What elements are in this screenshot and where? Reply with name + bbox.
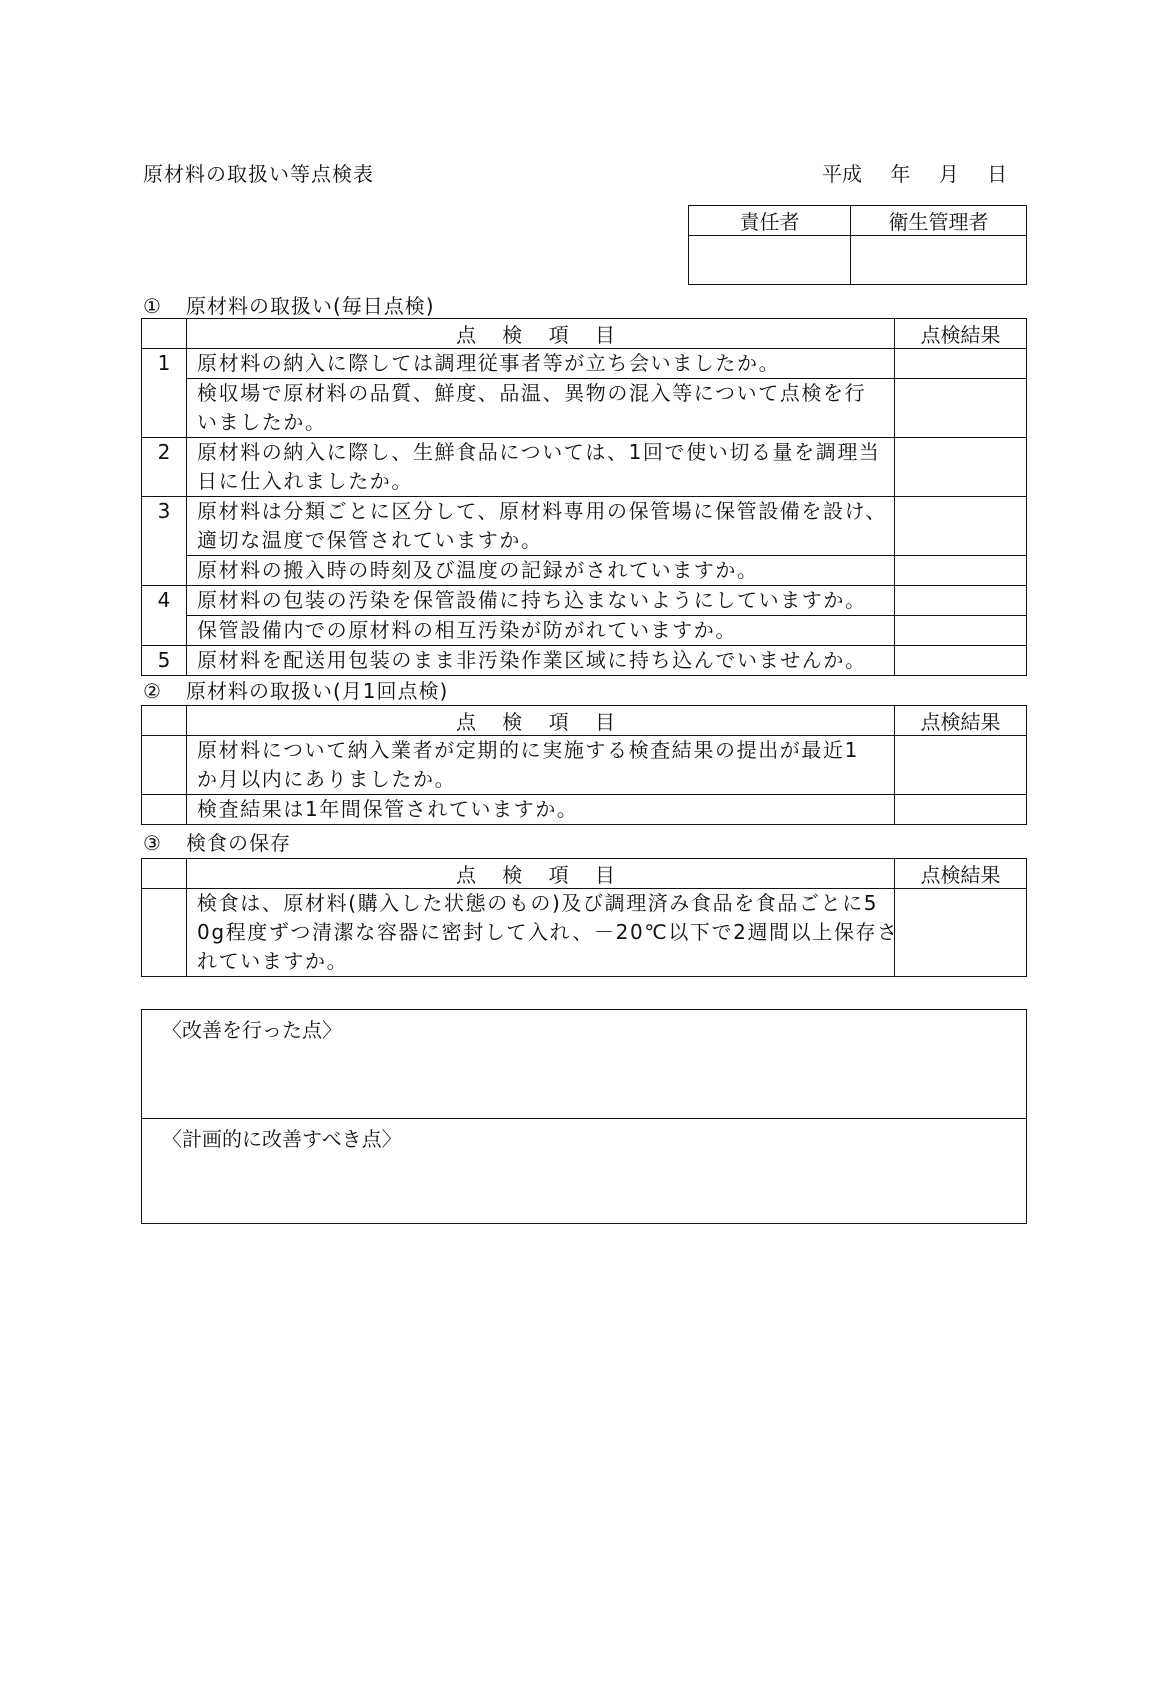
check-row xyxy=(142,736,1027,795)
check-item-line: 保管設備内での原材料の相互汚染が防がれていますか。 xyxy=(197,618,737,642)
result-cell[interactable] xyxy=(895,379,1027,438)
check-item-line: 0g程度ずつ清潔な容器に密封して入れ、－20℃以下で2週間以上保存さ xyxy=(197,920,899,944)
check-item xyxy=(187,736,895,795)
section2-heading xyxy=(143,675,448,704)
check-row xyxy=(142,556,1027,586)
check-item-line: 原材料は分類ごとに区分して、原材料専用の保管場に保管設備を設け、 xyxy=(197,499,887,523)
check-item-line: か月以内にありましたか。 xyxy=(197,767,457,791)
check-item-line: 日に仕入れましたか。 xyxy=(197,469,413,493)
section3-heading xyxy=(143,827,291,856)
check-item-header: 点 検 項 目 xyxy=(187,319,895,349)
item-number: 5 xyxy=(142,646,187,676)
check-row xyxy=(142,795,1027,825)
check-item-header: 点 検 項 目 xyxy=(187,859,895,889)
improvement-notes xyxy=(141,1009,1027,1224)
check-item xyxy=(187,349,895,379)
result-cell[interactable] xyxy=(895,438,1027,497)
section1-heading xyxy=(143,290,435,319)
result-cell[interactable] xyxy=(895,616,1027,646)
check-item-line: 適切な温度で保管されていますか。 xyxy=(197,528,543,552)
document-title: 原材料の取扱い等点検表 xyxy=(143,162,374,186)
check-item xyxy=(187,438,895,497)
number-header xyxy=(142,859,187,889)
number-header xyxy=(142,319,187,349)
check-item xyxy=(187,889,899,977)
check-row xyxy=(142,616,1027,646)
hygiene-manager-label: 衛生管理者 xyxy=(851,206,1027,236)
date-era: 平成 xyxy=(822,162,862,186)
check-item-line: 検収場で原材料の品質、鮮度、品温、異物の混入等について点検を行 xyxy=(197,381,867,405)
check-row xyxy=(142,586,1027,616)
number-header xyxy=(142,706,187,736)
item-number: 2 xyxy=(142,438,187,497)
item-number xyxy=(142,736,187,795)
sample-storage-table xyxy=(141,858,1027,977)
result-header: 点検結果 xyxy=(895,859,1027,889)
check-item xyxy=(187,646,895,676)
check-row xyxy=(142,497,1027,556)
section1-number: ① xyxy=(143,294,162,318)
result-cell[interactable] xyxy=(895,795,1027,825)
date-day: 日 xyxy=(987,162,1008,186)
result-cell[interactable] xyxy=(895,349,1027,379)
date-month: 月 xyxy=(938,162,959,186)
check-item xyxy=(187,616,895,646)
check-item-line: 原材料の包装の汚染を保管設備に持ち込まないようにしていますか。 xyxy=(197,588,867,612)
check-row xyxy=(142,889,1027,977)
result-header: 点検結果 xyxy=(895,319,1027,349)
check-item-line: 原材料の納入に際しては調理従事者等が立ち会いましたか。 xyxy=(197,351,781,375)
result-header: 点検結果 xyxy=(895,706,1027,736)
check-item-line: 原材料の納入に際し、生鮮食品については、1回で使い切る量を調理当 xyxy=(197,440,881,464)
result-cell[interactable] xyxy=(895,646,1027,676)
section1-title: 原材料の取扱い(毎日点検) xyxy=(186,294,435,318)
check-row xyxy=(142,646,1027,676)
check-item-line: 原材料を配送用包装のまま非汚染作業区域に持ち込んでいませんか。 xyxy=(197,648,867,672)
section2-title: 原材料の取扱い(月1回点検) xyxy=(186,679,449,703)
date-field xyxy=(822,158,1007,187)
check-item xyxy=(187,379,895,438)
check-row xyxy=(142,379,1027,438)
item-number xyxy=(142,795,187,825)
check-row xyxy=(142,349,1027,379)
check-row xyxy=(142,438,1027,497)
check-item-line: 検食は、原材料(購入した状態のもの)及び調理済み食品を食品ごとに5 xyxy=(197,891,879,915)
result-cell[interactable] xyxy=(895,736,1027,795)
check-item xyxy=(187,795,895,825)
check-item xyxy=(187,497,895,556)
item-number: 4 xyxy=(142,586,187,646)
section3-title: 検食の保存 xyxy=(186,831,291,855)
item-number xyxy=(142,889,187,977)
check-item-line: れていますか。 xyxy=(197,949,349,973)
monthly-check-table xyxy=(141,705,1027,825)
section3-number: ③ xyxy=(143,831,162,855)
check-item-line: 原材料の搬入時の時刻及び温度の記録がされていますか。 xyxy=(197,558,759,582)
check-item xyxy=(187,556,895,586)
check-item-header: 点 検 項 目 xyxy=(187,706,895,736)
date-year: 年 xyxy=(890,162,911,186)
result-cell[interactable] xyxy=(895,889,1027,977)
result-cell[interactable] xyxy=(895,497,1027,556)
hygiene-manager-stamp-cell[interactable] xyxy=(851,236,1027,285)
check-item-line: 検査結果は1年間保管されていますか。 xyxy=(197,797,579,821)
result-cell[interactable] xyxy=(895,556,1027,586)
planned-improvements-box[interactable] xyxy=(142,1119,1027,1224)
planned-improvements-label: 〈計画的に改善すべき点〉 xyxy=(162,1127,402,1151)
item-number: 1 xyxy=(142,349,187,438)
daily-check-table xyxy=(141,318,1027,676)
responsible-stamp-cell[interactable] xyxy=(689,236,851,285)
responsible-label: 責任者 xyxy=(689,206,851,236)
check-item-line: いましたか。 xyxy=(197,410,327,434)
item-number: 3 xyxy=(142,497,187,586)
improved-points-box[interactable] xyxy=(142,1010,1027,1119)
result-cell[interactable] xyxy=(895,586,1027,616)
signoff-table xyxy=(688,205,1027,285)
check-item-line: 原材料について納入業者が定期的に実施する検査結果の提出が最近1 xyxy=(197,738,859,762)
improved-points-label: 〈改善を行った点〉 xyxy=(162,1018,342,1042)
check-item xyxy=(187,586,895,616)
section2-number: ② xyxy=(143,679,162,703)
